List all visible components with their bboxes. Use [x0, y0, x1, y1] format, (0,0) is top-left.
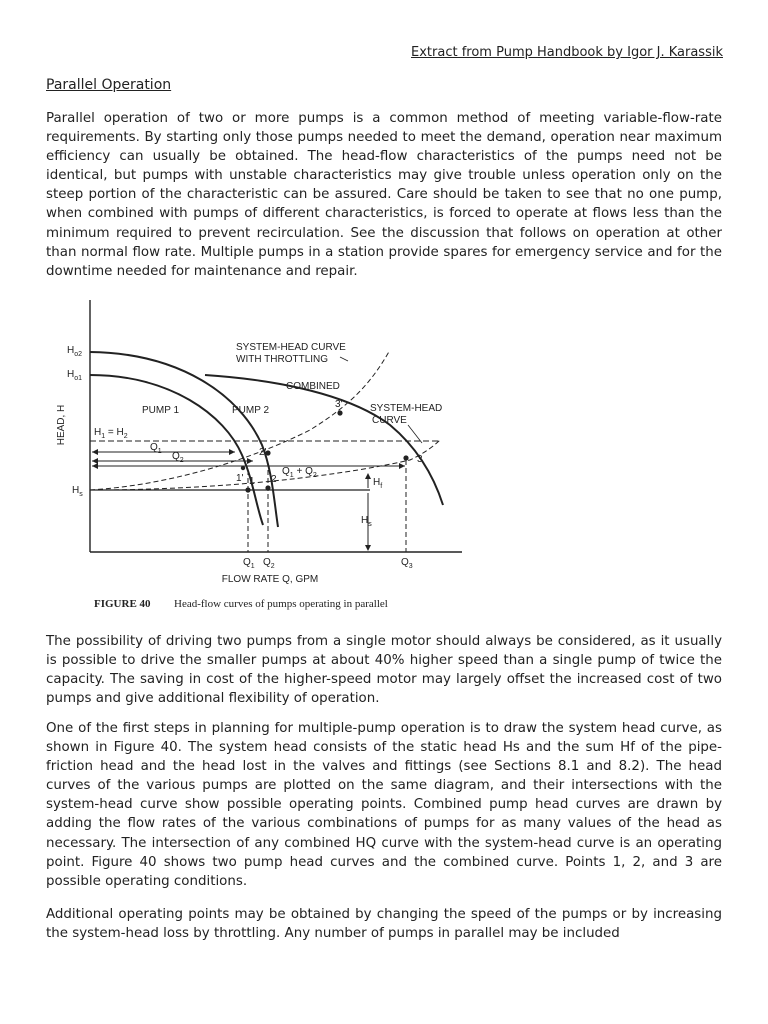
point-3-prime	[337, 410, 342, 415]
x-axis-label: FLOW RATE Q, GPM	[221, 574, 319, 585]
throttled-system-curve	[90, 350, 390, 490]
combined-curve	[205, 375, 443, 505]
throttling-label-line1: SYSTEM-HEAD CURVE	[236, 342, 346, 353]
q1-plus-q2-label: $Q_1 + Q_2$	[282, 466, 317, 479]
paragraph-system-head-curve: One of the first steps in planning for multiple-pump operation is to draw the system head curve, as shown in Figure 40. The system head consists of the static head Hs and the sum Hf of the pipe-friction head and the head lost in the valves and fittings (see Sections 8.1 and 8.2). The head curves of the various pumps are plotted on the same diagram, and their intersections with the system-head curve show possible operating points. Combined pump head curves are drawn by adding the flow rates of the various combinations of pumps for as many values of the head as necessary. The intersection of any combined HQ curve with the system-head curve is an operating point. Figure 40 shows two pump head curves and the combined curve. Points 1, 2, and 3 are possible operating conditions.	[46, 721, 722, 889]
figure-40	[50, 295, 470, 615]
point-2	[265, 485, 270, 490]
point-1-label: 1	[249, 476, 255, 487]
h1-equals-h2-label: $H_1 = H_2$	[94, 427, 128, 440]
ho1-label: $H_{o1}$	[67, 369, 83, 382]
point-2-prime-label: 2'	[259, 447, 267, 458]
paragraph-single-motor: The possibility of driving two pumps from a single motor should always be considered, as it usually is possible to drive the smaller pumps at about 40% higher speed than a single pump of twice the capacity. The saving in cost of the higher-speed motor may largely offset the increased cost of two pumps and give additional flexibility of operation.	[46, 634, 722, 707]
x-q1-label: $Q_1$	[243, 557, 255, 570]
q2-arrow-label: $Q_2$	[172, 451, 184, 464]
x-q2-label: $Q_2$	[263, 557, 275, 570]
point-3-label: 3	[417, 454, 423, 465]
combined-label: COMBINED	[286, 381, 340, 392]
y-axis-label: HEAD, H	[56, 404, 67, 446]
x-q3-label: $Q_3$	[401, 557, 413, 570]
ho2-label: $H_{o2}$	[67, 345, 83, 358]
system-head-label-line1: SYSTEM-HEAD	[370, 403, 443, 414]
hs-label: $H_s$	[361, 515, 372, 528]
point-3-prime-label: 3'	[335, 399, 343, 410]
pump2-label: PUMP 2	[232, 405, 270, 416]
head-flow-diagram	[50, 295, 470, 615]
point-3	[403, 455, 408, 460]
paragraph-parallel-operation: Parallel operation of two or more pumps is a common method of meeting variable-flow-rate requirements. By starting only those pumps needed to meet the demand, operation near maximum efficiency can usually be obtained. The head-flow characteristics of the pumps need not be identical, but pumps with unstable characteristics may give trouble unless operation only on the steep portion of the characteristic can be assured. Care should be taken to see that no one pump, when combined with pumps of different characteristics, is forced to operate at flows less than the minimum required to prevent recirculation. See the discussion that follows on operation at other than normal flow rate. Multiple pumps in a station provide spares for emergency service and for the downtime needed for maintenance and repair.	[46, 111, 722, 279]
source-header: Extract from Pump Handbook by Igor J. Karassik	[411, 45, 723, 60]
point-2-label: 2	[271, 474, 277, 485]
hs-axis-label: $H_s$	[72, 485, 83, 498]
section-title: Parallel Operation	[46, 77, 172, 93]
point-1-prime-label: 1'	[236, 473, 244, 484]
figure-caption-text: Head-flow curves of pumps operating in parallel	[174, 598, 388, 610]
figure-caption-number: FIGURE 40	[94, 598, 151, 610]
point-1	[245, 487, 250, 492]
point-1-prime	[241, 466, 245, 470]
pump1-label: PUMP 1	[142, 405, 180, 416]
throttling-label-line2: WITH THROTTLING	[236, 354, 329, 365]
hf-label: $H_f$	[373, 477, 383, 490]
pump2-curve	[90, 352, 278, 527]
q1-arrow-label: $Q_1$	[150, 442, 162, 455]
pump1-curve	[90, 375, 263, 525]
system-head-label-line2: CURVE	[372, 415, 407, 426]
paragraph-additional-points: Additional operating points may be obtained by changing the speed of the pumps or by increasing the system-head loss by throttling. Any number of pumps in parallel may be included	[46, 907, 722, 942]
